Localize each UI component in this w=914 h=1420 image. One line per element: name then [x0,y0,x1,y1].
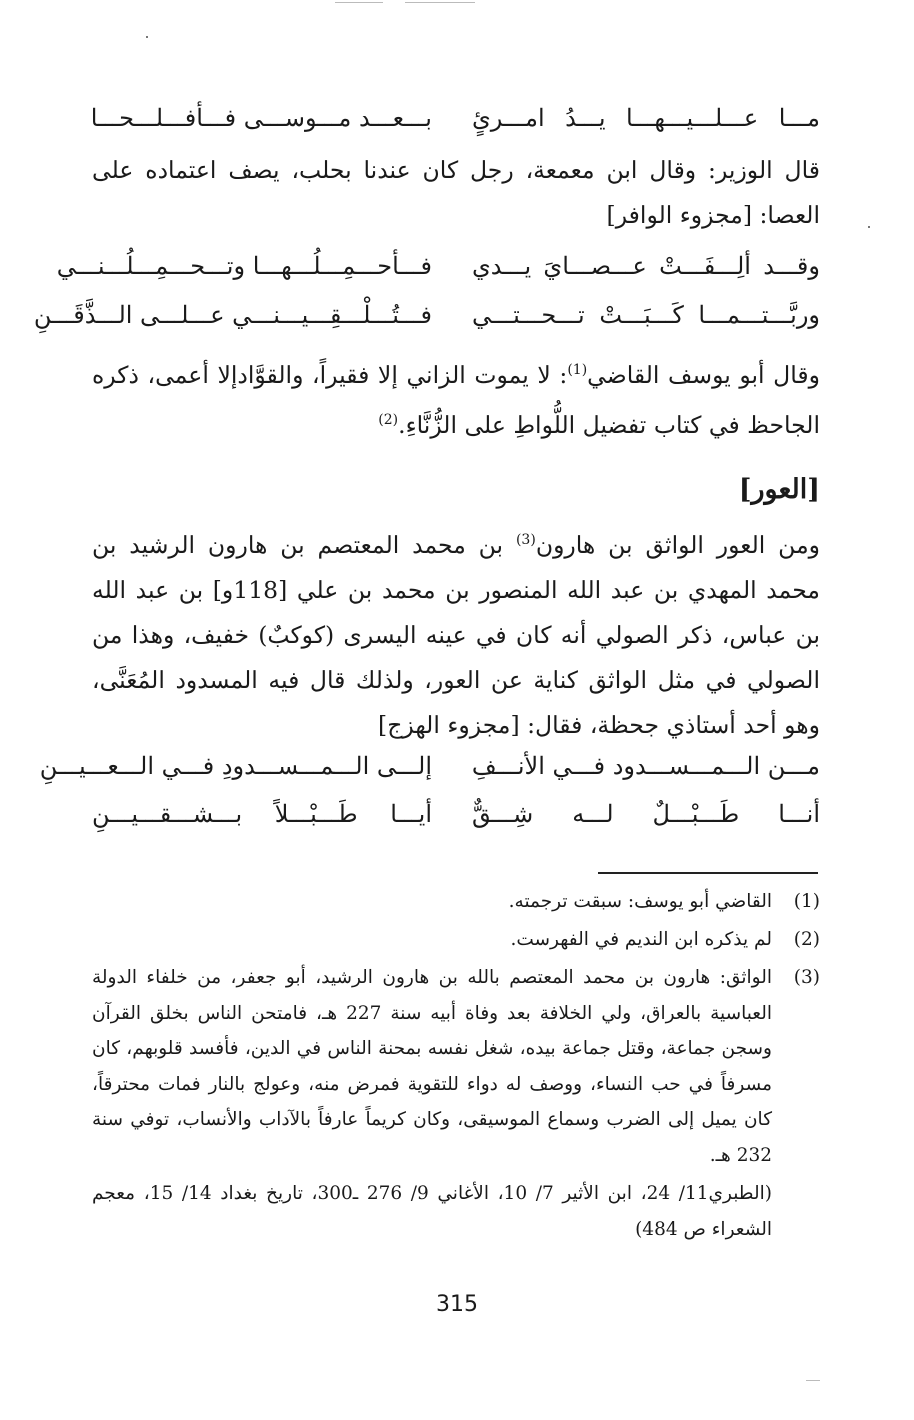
paragraph-body: : لا يموت الزاني إلا فقيراً، والقوَّادإلا أعمى، ذكره الجاحظ في كتاب تفضيل اللُّواطِ على الزُّنَّاءِ. [92,360,820,439]
verse-line [39,752,820,792]
verse-first-hemistich: مـــا عـــلـــيـــهـــا يـــدُ امـــرئٍ [472,104,820,132]
paragraph [92,518,820,748]
sources-text: (الطبري11/ 24، ابن الأثير 7/ 10، الأغاني 9/ 276 ـ300، تاريخ بغداد 14/ 15، معجم الشعراء ص 484) [92,1183,772,1240]
paragraph-lead: وقال أبو يوسف القاضي [587,360,820,389]
verse-second-hemistich: بـــعـــد مـــوســـى فـــأفـــلـــحـــا [90,104,432,132]
paragraph [92,348,820,448]
footnote-sources [92,1176,820,1247]
verse-first-hemistich: وربَّـــتـــمـــا كَـــبَـــتْ تـــحـــتـــي [472,301,820,329]
footnote [92,884,820,920]
verse-line [92,104,820,144]
footnote-text: الواثق: هارون بن محمد المعتصم بالله بن هارون الرشيد، أبو جعفر، من خلفاء الدولة العباسية بالعراق، ولي الخلافة بعد وفاة أبيه سنة 227 هـ، فامتحن الناس بخلق القرآن وسجن جماعة، وقتل جماعة بيده، شغل نفسه بمحنة الناس في الدين، فأفسد قلوبهم، كان مسرفاً في حب النساء، ووصف له دواء للتقوية فمرض منه، وعولج بالنار فمات محترقاً، كان يميل إلى الضرب وسماع الموسيقى، وكان كريماً عارفاً بالآداب والأنساب، توفي سنة 232 هـ. [92,967,772,1166]
verse-line [33,301,820,341]
verse-second-hemistich: فـــأحـــمِـــلُـــهـــا وتـــحـــمِـــلُـــنـــي [56,252,432,280]
section-heading: [العور] [738,474,820,505]
verse-second-hemistich: فـــتُـــلْـــقِـــيـــنـــي عـــلـــى الـــذَّقَـــنِ [33,301,432,329]
verse-line [56,252,820,292]
top-rule-right [405,2,475,3]
verse-second-hemistich: أيـــا طَـــبْـــلاً بـــشـــقـــيـــنِ [92,800,432,828]
verse-first-hemistich: أنـــا طَـــبْـــلٌ لـــه شِـــقٌّ [472,800,820,828]
verse-first-hemistich: مـــن الـــمـــســـدود فـــي الأنـــفِ [471,752,820,780]
verse-line [92,800,820,840]
footnote-number: (3) [793,967,820,988]
footnote-number: (1) [793,891,820,912]
paragraph [92,148,820,238]
footnote-ref: (1) [567,362,588,378]
footnote-separator [598,872,818,874]
paragraph-text: قال الوزير: وقال ابن معمعة، رجل كان عندنا بحلب، يصف اعتماده على العصا: [مجزوء الوافر] [92,156,820,229]
scan-speck [868,226,870,228]
paragraph-lead: ومن العور الواثق بن هارون [535,530,821,559]
scan-speck [146,36,148,38]
paragraph-body: بن محمد المعتصم بن هارون الرشيد بن محمد المهدي بن عبد الله المنصور بن محمد بن علي [118و] بن عبد الله بن عباس، ذكر الصولي أنه كان في عينه اليسرى (كوكبٌ) خفيف، وهذا من الصولي في مثل الواثق كناية عن العور، ولذلك قال فيه المسدود المُعَنَّى، وهو أحد أستاذي جحظة، فقال: [مجزوء الهزج] [92,530,820,739]
verse-second-hemistich: إلـــى الـــمـــســـدودِ فـــي الـــعـــيـــنِ [39,752,432,780]
page-number: 315 [436,1292,478,1317]
scan-speck [806,1380,820,1381]
footnote [92,960,820,1173]
footnote-text: القاضي أبو يوسف: سبقت ترجمته. [508,891,772,912]
footnote-ref: (3) [515,532,536,548]
footnote [92,922,820,958]
footnote-ref: (2) [378,411,399,428]
footnote-text: لم يذكره ابن النديم في الفهرست. [510,929,772,950]
footnote-number: (2) [793,929,820,950]
top-rule-left [335,2,383,3]
verse-first-hemistich: وقـــد ألِـــفَـــتْ عـــصـــايَ يـــدي [472,252,820,280]
